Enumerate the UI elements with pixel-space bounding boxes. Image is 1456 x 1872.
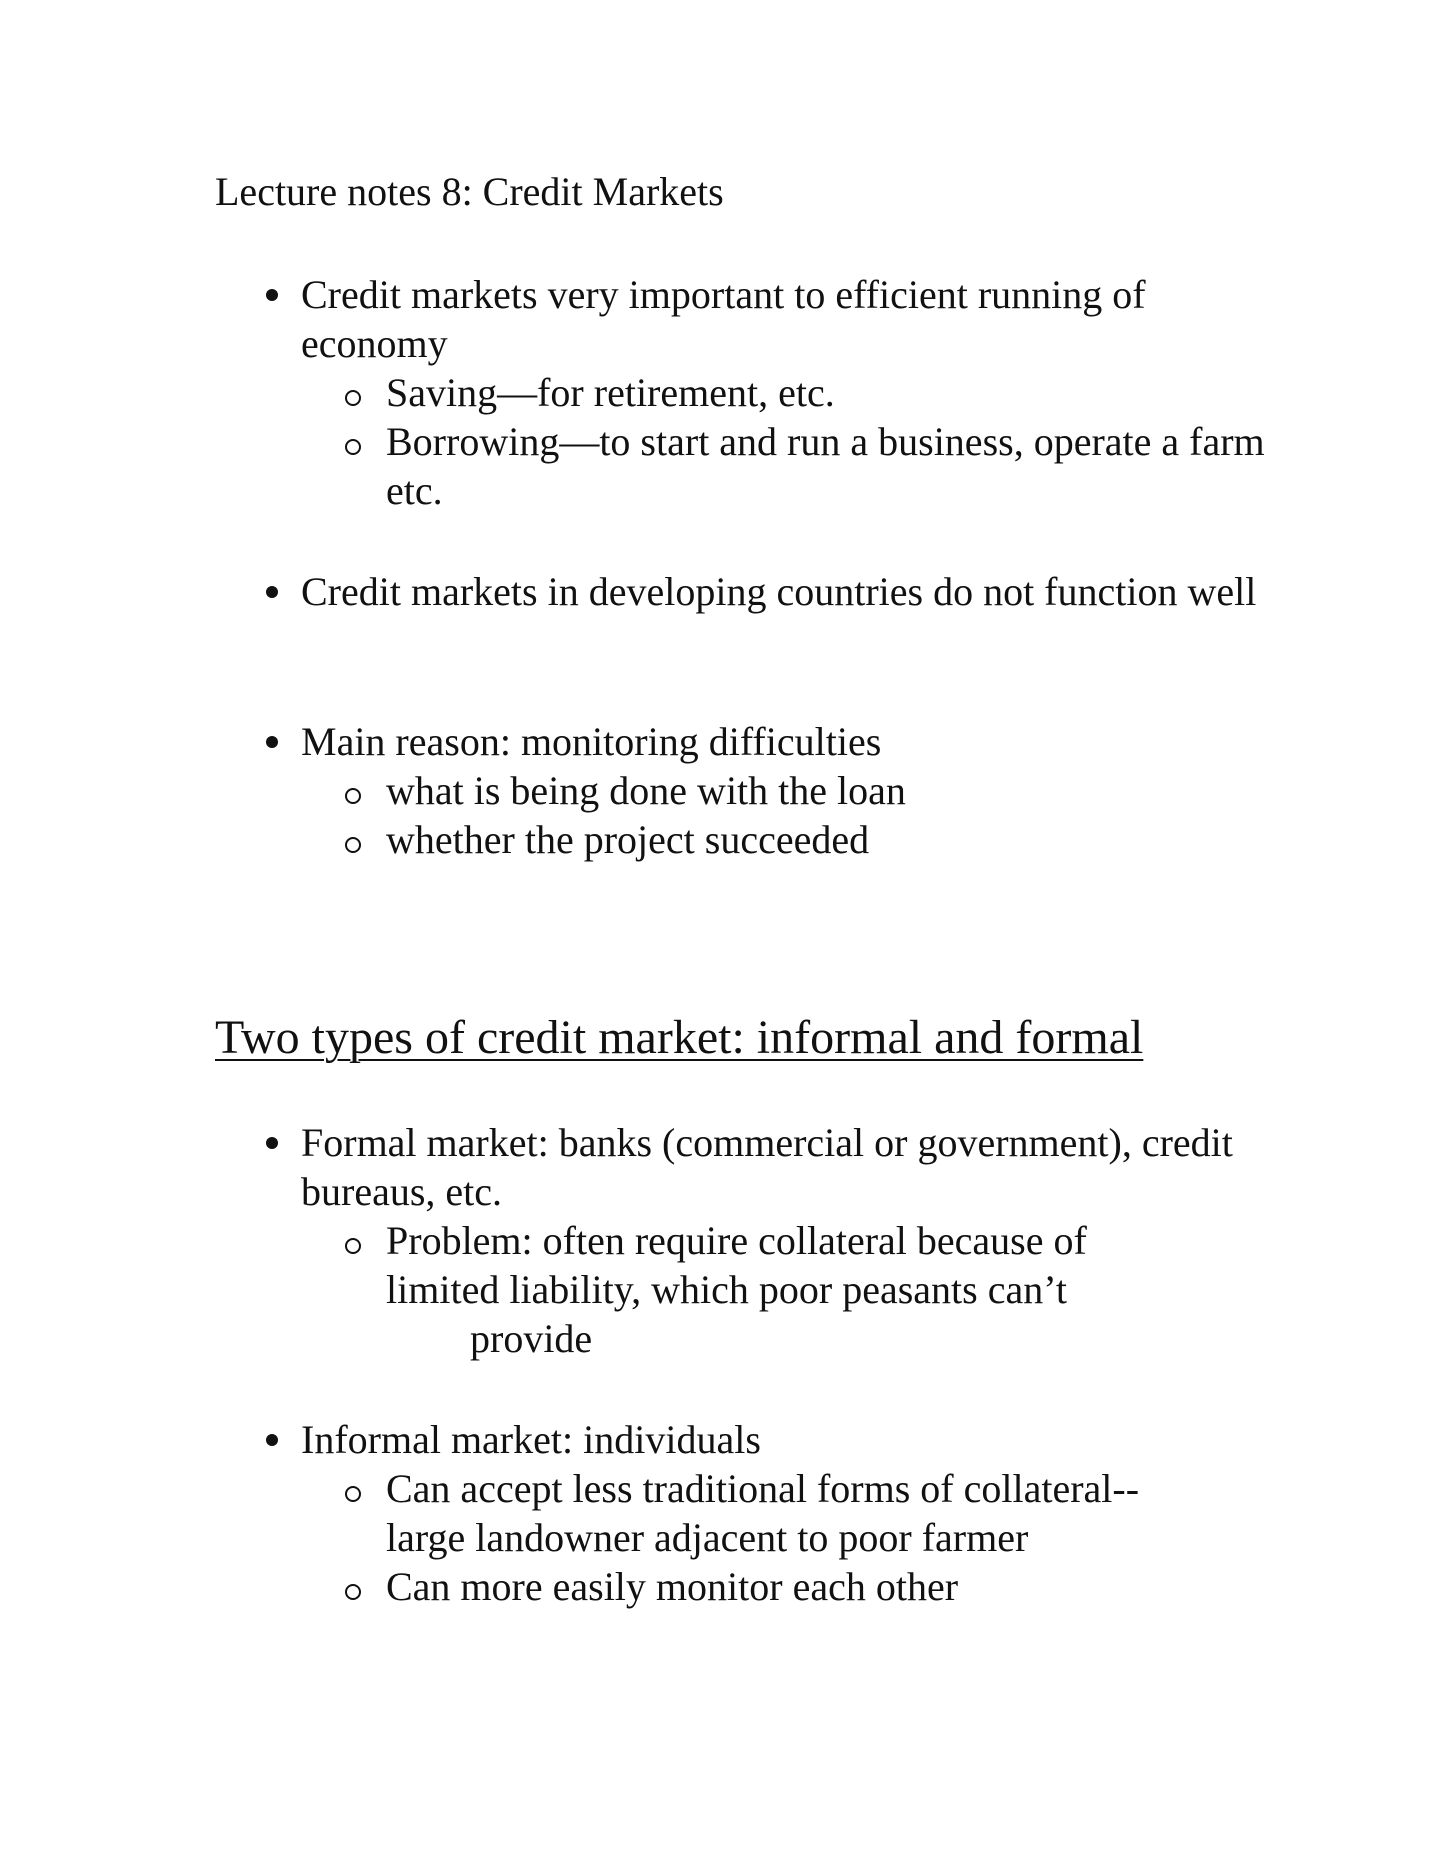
sub-item-collateral-forms: [258, 1464, 1278, 1562]
bullet-credit-markets-important: [258, 270, 1278, 515]
bullet-text: Main reason: monitoring difficulties: [301, 719, 882, 764]
sub-item-text: Can accept less traditional forms of collateral--large landowner adjacent to poor farmer: [386, 1466, 1140, 1560]
bullet-text: Credit markets very important to efficient running of economy: [301, 272, 1146, 366]
bullet-item: [258, 270, 1278, 368]
bullet-main-reason: [258, 717, 1278, 864]
sub-item-loan-use: [258, 766, 1278, 815]
sub-item-text: Saving—for retirement, etc.: [386, 370, 835, 415]
bullet-formal-market: [258, 1118, 1278, 1363]
page-title: Lecture notes 8: Credit Markets: [215, 169, 724, 214]
bullet-text: Formal market: banks (commercial or government), credit bureaus, etc.: [301, 1120, 1233, 1214]
sub-item-monitor: [258, 1562, 1278, 1611]
sub-item-project-success: [258, 815, 1278, 864]
sub-item-borrowing: [258, 417, 1278, 515]
bullet-item: [258, 1415, 1278, 1464]
bullet-text: Informal market: individuals: [301, 1417, 761, 1462]
section-heading: Two types of credit market: informal and formal: [215, 1011, 1144, 1064]
bullet-item: [258, 567, 1278, 616]
sub-item-text: what is being done with the loan: [386, 768, 906, 813]
sub-item-collateral-problem: [258, 1216, 1278, 1363]
bullet-informal-market: [258, 1415, 1278, 1611]
bullet-text: Credit markets in developing countries do not function well: [301, 569, 1257, 614]
bullet-developing-countries: [258, 567, 1278, 616]
sub-item-continuation: provide: [470, 1316, 593, 1361]
sub-item-text: Can more easily monitor each other: [386, 1564, 959, 1609]
sub-item-text: Borrowing—to start and run a business, operate a farm etc.: [386, 419, 1265, 513]
bullet-item: [258, 717, 1278, 766]
sub-item-text: Problem: often require collateral because of limited liability, which poor peasants can’t: [386, 1218, 1087, 1312]
bullet-item: [258, 1118, 1278, 1216]
sub-item-saving: [258, 368, 1278, 417]
sub-item-text: whether the project succeeded: [386, 817, 870, 862]
